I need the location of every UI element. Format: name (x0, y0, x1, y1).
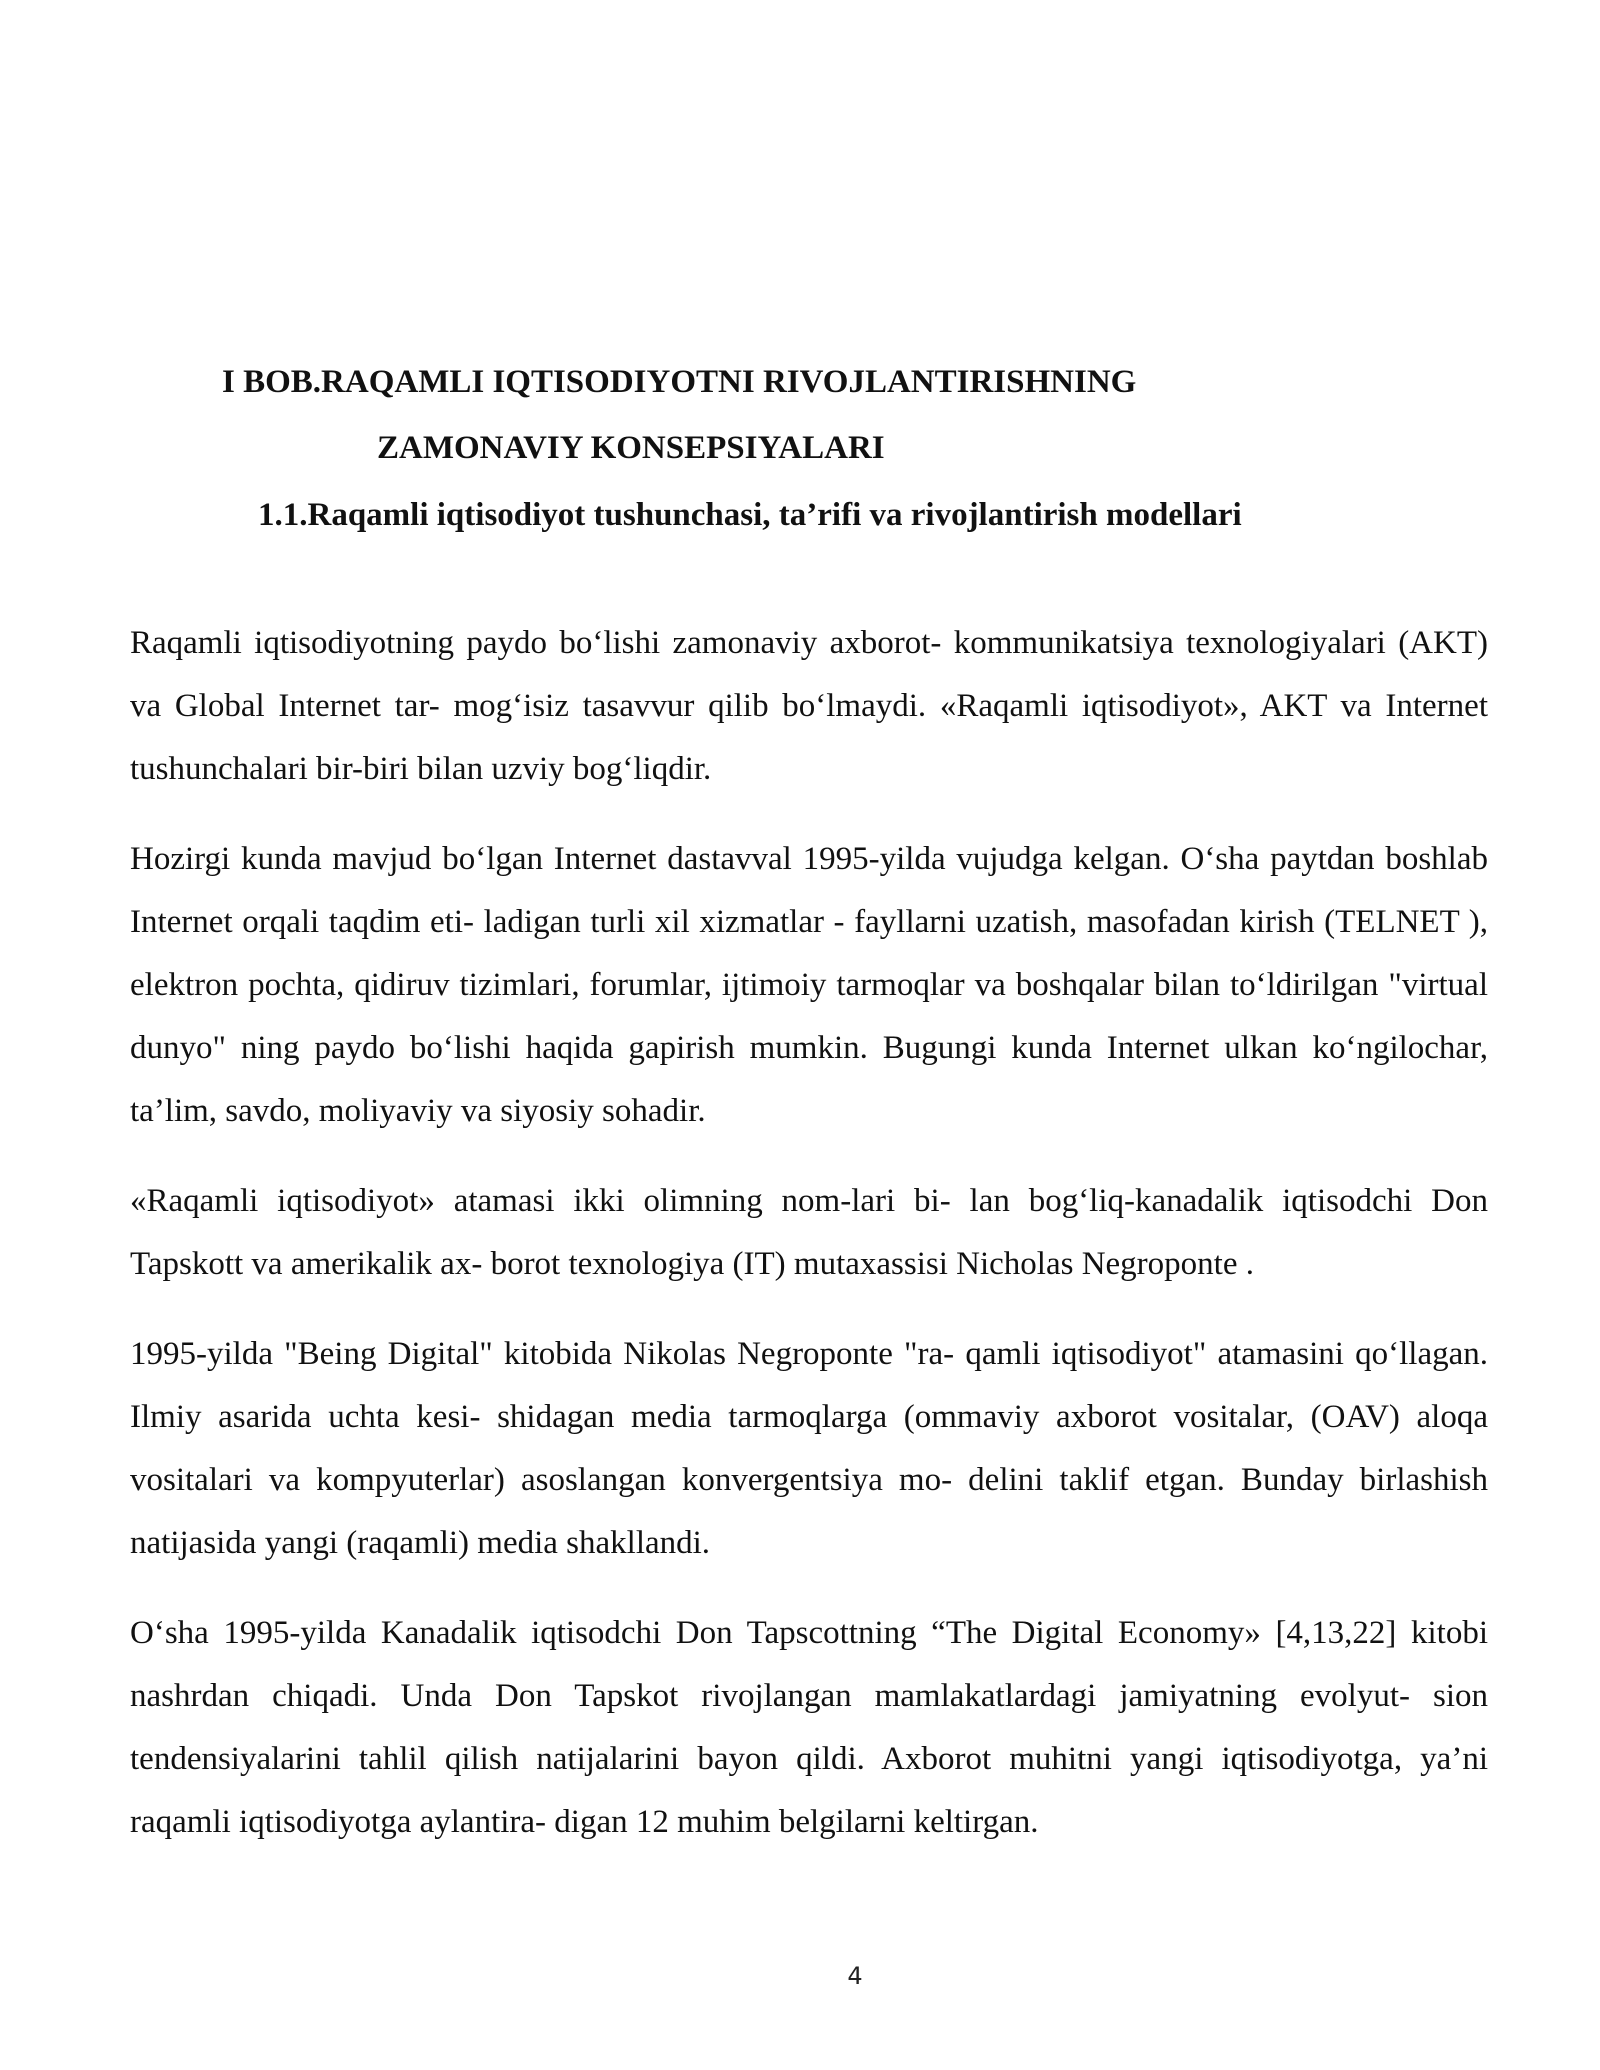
chapter-title-line2: ZAMONAVIY KONSEPSIYALARI (377, 430, 885, 466)
section-title: 1.1.Raqamli iqtisodiyot tushunchasi, ta’rifi va rivojlantirish modellari (258, 497, 1242, 533)
paragraph-4: 1995-yilda "Being Digital" kitobida Nikolas Negroponte "ra- qamli iqtisodiyot" atamasini qo‘llagan. Ilmiy asarida uchta kesi- shidagan media tarmoqlarga (ommaviy axborot vositalar, (OAV) aloqa vositalari va kompyuterlar) asoslangan konvergentsiya mo- delini taklif etgan. Bunday birlashish natijasida yangi (raqamli) media shakllandi. (130, 1336, 1488, 1561)
page-number: 4 (847, 1962, 863, 1990)
chapter-title-line1: I BOB.RAQAMLI IQTISODIYOTNI RIVOJLANTIRISHNING (222, 364, 1137, 400)
paragraph-5: O‘sha 1995-yilda Kanadalik iqtisodchi Don Tapscottning “The Digital Economy» [4,13,22] kitobi nashrdan chiqadi. Unda Don Tapskot rivojlangan mamlakatlardagi jamiyatning evolyut- sion tendensiyalarini tahlil qilish natijalarini bayon qildi. Axborot muhitni yangi iqtisodiyotga, ya’ni raqamli iqtisodiyotga aylantira- digan 12 muhim belgilarni keltirgan. (130, 1615, 1488, 1840)
paragraph-2: Hozirgi kunda mavjud bo‘lgan Internet dastavval 1995-yilda vujudga kelgan. O‘sha paytdan boshlab Internet orqali taqdim eti- ladigan turli xil xizmatlar - fayllarni uzatish, masofadan kirish (TELNET ), elektron pochta, qidiruv tizimlari, forumlar, ijtimoiy tarmoqlar va boshqalar bilan to‘ldirilgan "virtual dunyo" ning paydo bo‘lishi haqida gapirish mumkin. Bugungi kunda Internet ulkan ko‘ngilochar, ta’lim, savdo, moliyaviy va siyosiy sohadir. (130, 841, 1488, 1129)
paragraph-3: «Raqamli iqtisodiyot» atamasi ikki olimning nom-lari bi- lan bog‘liq-kanadalik iqtisodchi Don Tapskott va amerikalik ax- borot texnologiya (IT) mutaxassisi Nicholas Negroponte . (130, 1183, 1488, 1282)
paragraph-1: Raqamli iqtisodiyotning paydo bo‘lishi zamonaviy axborot- kommunikatsiya texnologiyalari (AKT) va Global Internet tar- mog‘isiz tasavvur qilib bo‘lmaydi. «Raqamli iqtisodiyot», AKT va Internet tushunchalari bir-biri bilan uzviy bog‘liqdir. (130, 625, 1488, 787)
